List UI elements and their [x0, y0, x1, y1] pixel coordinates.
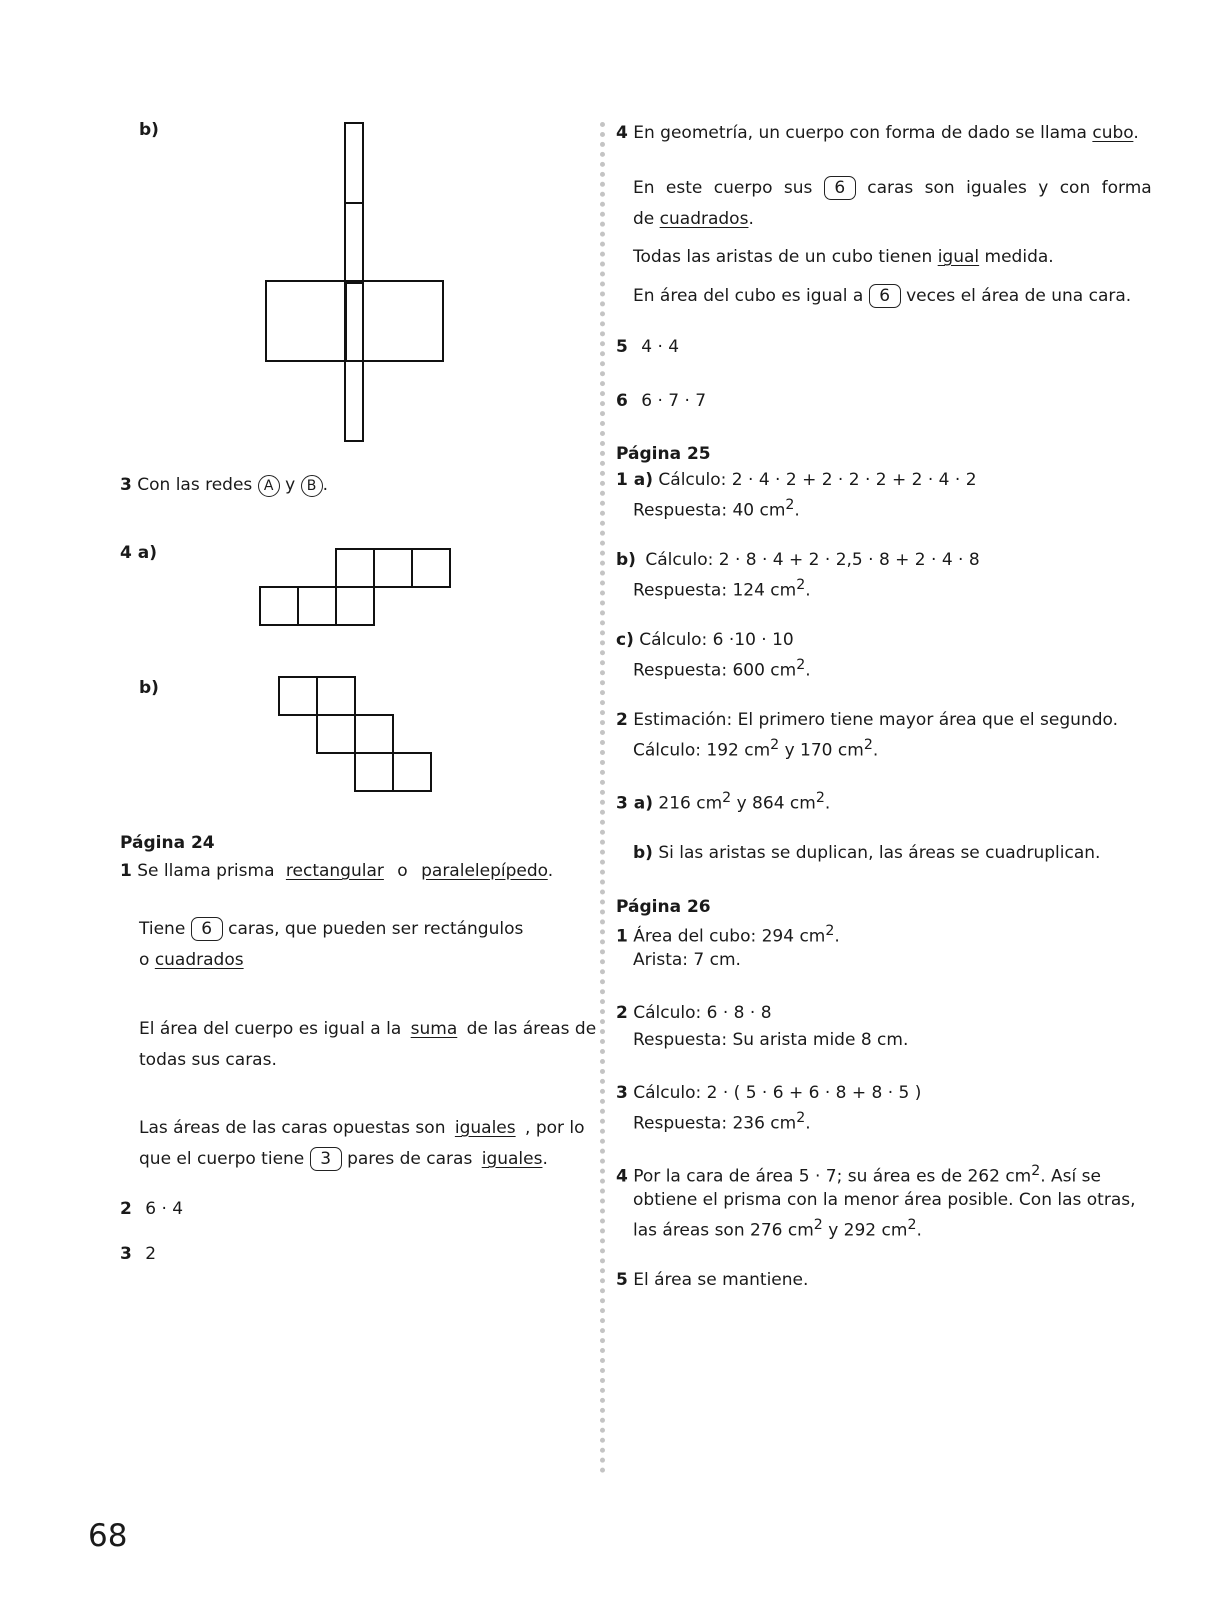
answer-24-1-cuadrados: o cuadrados	[139, 950, 244, 970]
answer-4-caras: En este cuerpo sus 6 caras son iguales y con forma	[633, 178, 1152, 198]
answer-4-aristas: Todas las aristas de un cubo tienen igual medida.	[633, 247, 1054, 267]
answer-26-4-line3: las áreas son 276 $cm^2$ y 292 $cm^2$.	[633, 1217, 922, 1241]
answer-25-1c-resp: Respuesta: 600 $cm^2$.	[633, 657, 811, 681]
answer-26-4: 4 Por la cara de área 5 · 7; su área es de 262 $cm^2$. Así se	[616, 1163, 1101, 1187]
answer-24-3: 3 2	[120, 1244, 157, 1264]
item-label-4b: b)	[139, 678, 159, 698]
answer-24-1-area-line2: todas sus caras.	[139, 1050, 277, 1070]
item-label-4a: 4 a)	[120, 543, 157, 563]
heading-pagina-25: Página 25	[616, 444, 711, 464]
boxed-answer: 6	[869, 284, 901, 308]
answer-25-2-calc: Cálculo: 192 $cm^2$ y 170 $cm^2$.	[633, 737, 879, 761]
boxed-answer: 6	[824, 176, 856, 200]
answer-25-1a-calc: 1 a) Cálculo: 2 · 4 · 2 + 2 · 2 · 2 + 2 · 4 · 2	[616, 470, 977, 490]
answer-25-1a-resp: Respuesta: 40 $cm^2$.	[633, 497, 800, 521]
cube-net-figure-4b	[0, 0, 1, 1]
answer-25-1b-resp: Respuesta: 124 $cm^2$.	[633, 577, 811, 601]
answer-24-1-area: El área del cuerpo es igual a la suma de las áreas de	[139, 1019, 597, 1039]
answer-25-3b: b) Si las aristas se duplican, las áreas se cuadruplican.	[633, 843, 1101, 863]
answer-4-cubo: 4 En geometría, un cuerpo con forma de dado se llama cubo.	[616, 123, 1139, 143]
answer-5: 5 4 · 4	[616, 337, 680, 357]
answer-24-1-opuestas: Las áreas de las caras opuestas son iguales , por lo	[139, 1118, 585, 1138]
answer-25-3a: 3 a) 216 $cm^2$ y 864 $cm^2$.	[616, 790, 831, 814]
answer-3: 3 Con las redes A y B .	[120, 475, 328, 495]
answer-24-1-line1: 1 Se llama prisma rectangular o paralelepípedo.	[120, 861, 554, 881]
answer-24-1-tiene: Tiene 6 caras, que pueden ser rectángulos	[139, 919, 524, 939]
answer-26-2: 2 Cálculo: 6 · 8 · 8	[616, 1003, 772, 1023]
item-label-2b: b)	[139, 120, 159, 140]
answer-26-3-resp: Respuesta: 236 $cm^2$.	[633, 1110, 811, 1134]
answer-4-area: En área del cubo es igual a 6 veces el área de una cara.	[633, 286, 1132, 306]
answer-24-1-opuestas-line2: que el cuerpo tiene 3 pares de caras iguales.	[139, 1149, 548, 1169]
answer-25-2: 2 Estimación: El primero tiene mayor área que el segundo.	[616, 710, 1118, 730]
circle-label-b: B	[301, 475, 323, 497]
answer-26-1: 1 Área del cubo: 294 $cm^2$.	[616, 923, 840, 947]
page-number: 68	[88, 1518, 128, 1554]
answer-26-4-line2: obtiene el prisma con la menor área posible. Con las otras,	[633, 1190, 1136, 1210]
answer-6: 6 6 · 7 · 7	[616, 391, 707, 411]
answer-26-3: 3 Cálculo: 2 · ( 5 · 6 + 6 · 8 + 8 · 5 )	[616, 1083, 922, 1103]
answer-25-1c-calc: c) Cálculo: 6 ·10 · 10	[616, 630, 794, 650]
column-divider	[600, 122, 605, 1474]
answer-26-1-line2: Arista: 7 cm.	[633, 950, 741, 970]
answer-25-1b-calc: b) Cálculo: 2 · 8 · 4 + 2 · 2,5 · 8 + 2 · 4 · 8	[616, 550, 980, 570]
heading-pagina-24: Página 24	[120, 833, 215, 853]
boxed-answer: 3	[310, 1147, 342, 1171]
answer-26-5: 5 El área se mantiene.	[616, 1270, 809, 1290]
boxed-answer: 6	[191, 917, 223, 941]
heading-pagina-26: Página 26	[616, 897, 711, 917]
circle-label-a: A	[258, 475, 280, 497]
answer-26-2-line2: Respuesta: Su arista mide 8 cm.	[633, 1030, 909, 1050]
answer-24-2: 2 6 · 4	[120, 1199, 184, 1219]
answer-4-cuadrados: de cuadrados.	[633, 209, 754, 229]
